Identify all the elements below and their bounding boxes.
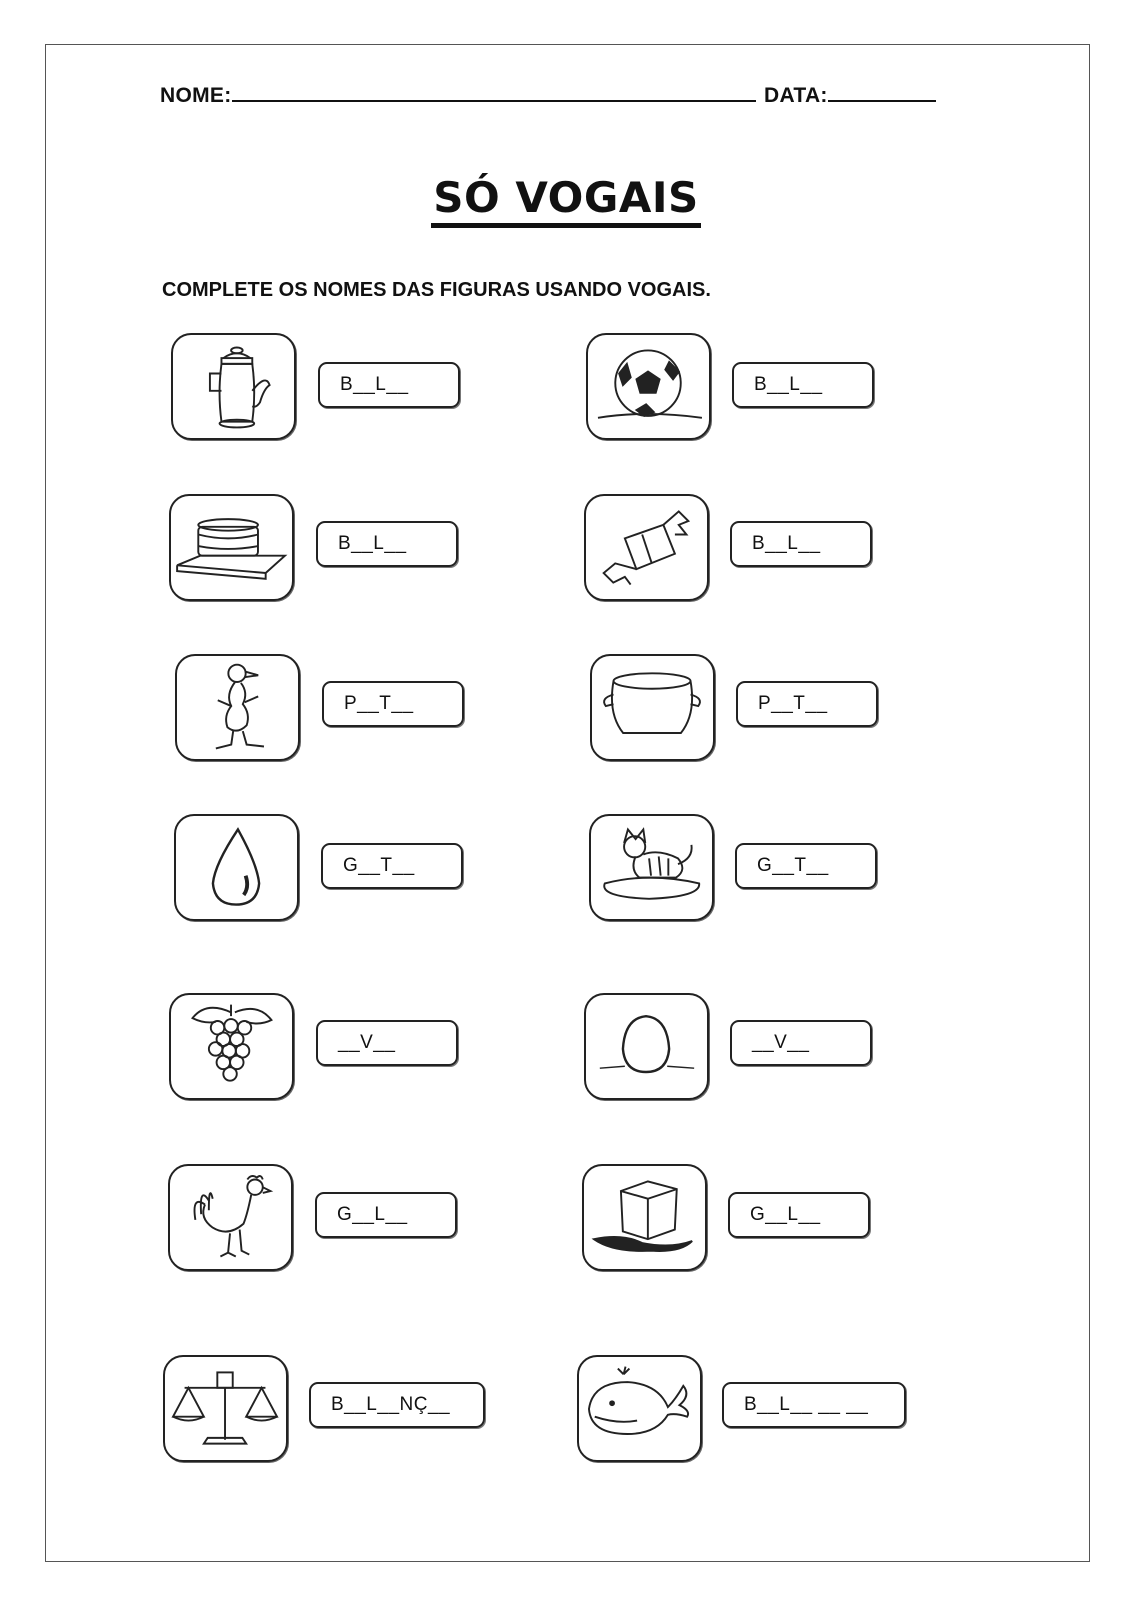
- soccer-ball-picture: [586, 333, 711, 440]
- grapes-picture: [169, 993, 294, 1100]
- coffee-pot-picture: [171, 333, 296, 440]
- word-blank-box[interactable]: G__L__: [315, 1192, 457, 1238]
- name-label: NOME:: [160, 84, 232, 107]
- egg-icon: [586, 995, 707, 1098]
- word-blank-box[interactable]: __V__: [730, 1020, 872, 1066]
- word-blank-box[interactable]: P__T__: [322, 681, 464, 727]
- word-blank-box[interactable]: P__T__: [736, 681, 878, 727]
- worksheet-title: [0, 173, 1132, 228]
- word-blank-box[interactable]: B__L__: [730, 521, 872, 567]
- candy-picture: [584, 494, 709, 601]
- title-text: SÓ VOGAIS: [431, 176, 700, 228]
- cake-icon: [171, 496, 292, 599]
- word-blank-box[interactable]: B__L__: [318, 362, 460, 408]
- ice-cube-icon: [584, 1166, 705, 1269]
- duck-picture: [175, 654, 300, 761]
- word-blank-box[interactable]: B__L__NÇ__: [309, 1382, 485, 1428]
- coffee-pot-icon: [173, 335, 294, 438]
- word-blank-box[interactable]: G__T__: [735, 843, 877, 889]
- cake-picture: [169, 494, 294, 601]
- word-blank-box[interactable]: G__T__: [321, 843, 463, 889]
- egg-picture: [584, 993, 709, 1100]
- word-blank-box[interactable]: G__L__: [728, 1192, 870, 1238]
- duck-icon: [177, 656, 298, 759]
- cat-icon: [591, 816, 712, 919]
- scale-picture: [163, 1355, 288, 1462]
- pot-picture: [590, 654, 715, 761]
- word-blank-box[interactable]: B__L__: [732, 362, 874, 408]
- scale-icon: [165, 1357, 286, 1460]
- rooster-picture: [168, 1164, 293, 1271]
- whale-picture: [577, 1355, 702, 1462]
- water-drop-picture: [174, 814, 299, 921]
- date-field[interactable]: [764, 82, 936, 108]
- cat-picture: [589, 814, 714, 921]
- soccer-ball-icon: [588, 335, 709, 438]
- whale-icon: [579, 1357, 700, 1460]
- pot-icon: [592, 656, 713, 759]
- ice-cube-picture: [582, 1164, 707, 1271]
- date-label: DATA:: [764, 84, 828, 107]
- page-frame: [45, 44, 1090, 1562]
- word-blank-box[interactable]: __V__: [316, 1020, 458, 1066]
- water-drop-icon: [176, 816, 297, 919]
- name-field[interactable]: [160, 82, 756, 108]
- candy-icon: [586, 496, 707, 599]
- word-blank-box[interactable]: B__L__: [316, 521, 458, 567]
- date-line[interactable]: [828, 82, 936, 102]
- instruction-text: COMPLETE OS NOMES DAS FIGURAS USANDO VOGAIS.: [162, 279, 711, 301]
- word-blank-box[interactable]: B__L__ __ __: [722, 1382, 906, 1428]
- name-line[interactable]: [232, 82, 756, 102]
- grapes-icon: [171, 995, 292, 1098]
- rooster-icon: [170, 1166, 291, 1269]
